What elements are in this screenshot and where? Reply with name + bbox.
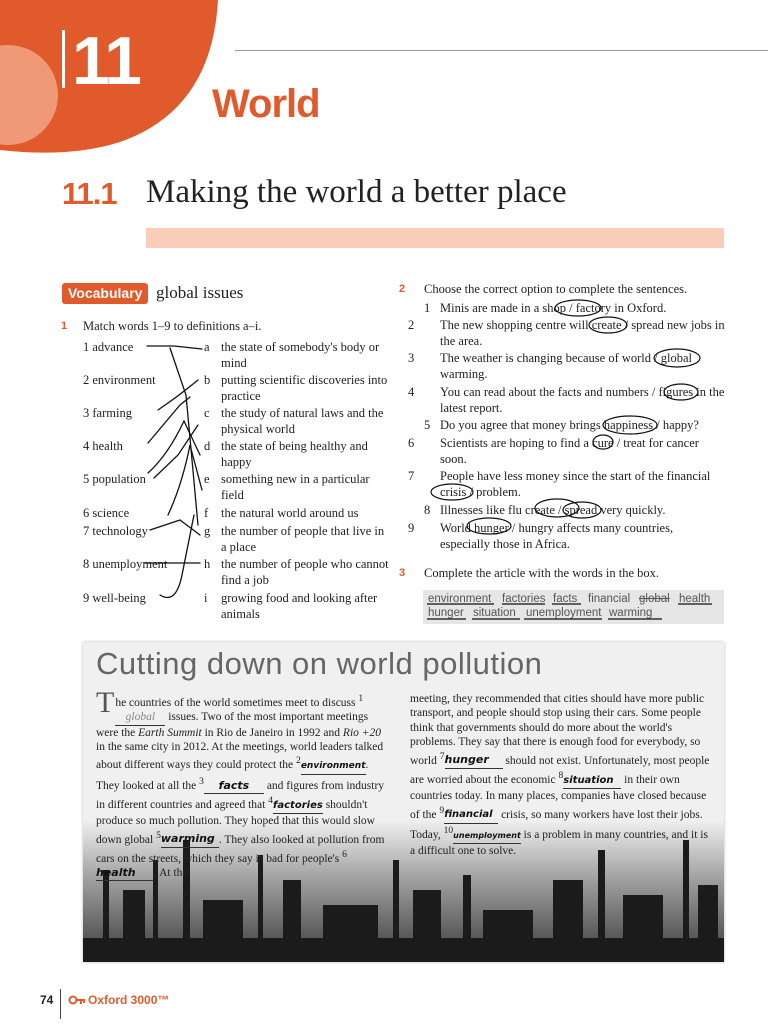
chapter-number-divider: [62, 30, 65, 88]
box-word: unemployment: [526, 607, 602, 619]
exercise-1-instruction: Match words 1–9 to definitions a–i.: [83, 319, 262, 333]
ex2-item-text: Minis are made in a shop / factory in Oxford.: [440, 301, 667, 315]
exercise-1-number: 1: [61, 320, 68, 332]
ex1-letter: b: [204, 373, 211, 387]
blank-number: 3: [199, 775, 204, 787]
ex1-definition: growing food and looking after animals: [221, 591, 378, 621]
ex2-item-text: Scientists are hoping to find a cure / treat for cancer soon.: [440, 436, 699, 466]
blank-number: 4: [268, 794, 274, 806]
ex1-definition: something new in a particular field: [221, 472, 370, 502]
matching-pen-lines: [140, 335, 210, 615]
article-text: in their own countries today. In many places, companies have closed because of the: [410, 773, 707, 821]
article-text: should not exist. Unfortunately, most people are worried about the economic: [410, 754, 710, 786]
box-pen-underlines: [424, 603, 724, 625]
answer-pen-circles-lower: [408, 480, 585, 540]
answer-blank: hunger: [445, 753, 503, 768]
article-drop-cap: T: [96, 686, 115, 719]
article-text: in the same city in 2012. At the meetings, world leaders talked about different ways they could protect the: [96, 741, 384, 772]
box-word: hunger: [428, 607, 464, 619]
footer-divider: [60, 989, 61, 1019]
exercise-3-instruction: Complete the article with the words in the box.: [424, 566, 660, 580]
ex2-item-number: 8: [424, 503, 431, 517]
ex1-word: 1 advance: [83, 340, 134, 354]
ex2-item-number: 6: [408, 436, 415, 450]
ex1-definition: putting scientific discoveries into practice: [221, 373, 388, 403]
box-word: environment: [428, 593, 492, 605]
article-text: in Rio de Janeiro in 1992 and: [204, 726, 341, 739]
ex2-item-text: People have less money since the start of the financial crisis / problem.: [440, 469, 711, 499]
article-text: . They also looked at pollution from cars on the streets, which they say is bad for people's: [96, 833, 385, 865]
box-word: situation: [473, 607, 516, 619]
chapter-title: World: [212, 82, 320, 126]
ex2-item-number: 5: [424, 418, 431, 432]
answer-blank: situation: [563, 774, 621, 789]
answer-blank: financial: [444, 808, 498, 823]
ex1-definition: the state of being healthy and happy: [221, 439, 368, 469]
ex1-letter: c: [204, 406, 210, 420]
oxford-3000-logo: Oxford 3000™: [88, 993, 170, 1007]
blank-number: 2: [296, 755, 301, 767]
vocabulary-badge: Vocabulary: [62, 283, 148, 304]
article-emphasis: Earth Summit: [138, 726, 202, 739]
article-text: . At the: [154, 867, 188, 880]
ex1-letter: a: [204, 340, 210, 354]
blank-number: 8: [558, 769, 564, 781]
ex2-item-text: World hunger / hungry affects many countries, especially those in Africa.: [440, 521, 674, 551]
answer-blank: health: [96, 866, 154, 881]
ex1-letter: e: [204, 472, 210, 486]
ex2-item-number: 1: [424, 301, 431, 315]
article-column-2: [410, 692, 712, 858]
blank-number: 5: [156, 829, 161, 841]
box-word: health: [679, 593, 711, 605]
ex1-word: 9 well-being: [83, 591, 146, 605]
exercise-3-number: 3: [399, 567, 406, 579]
vocabulary-title: global issues: [156, 283, 244, 302]
ex2-item-number: 4: [408, 385, 415, 399]
article-text: meeting, they recommended that cities should have more public transport, and people should stop using their cars. Some people think that governments should do more about the world's problems. They say that there is enough food for everybody, so world: [410, 693, 705, 767]
article-column-1: [96, 686, 392, 881]
ex1-word: 5 population: [83, 472, 146, 486]
section-bar: [146, 228, 724, 248]
blank-number: 6: [342, 848, 347, 860]
ex1-letter: d: [204, 439, 211, 453]
ex1-word: 2 environment: [83, 373, 156, 387]
blank-number: 7: [439, 750, 445, 762]
ex1-definition: the state of somebody's body or mind: [221, 340, 380, 370]
box-word: facts: [553, 593, 578, 605]
box-word: global: [639, 593, 670, 605]
ex2-item-text: You can read about the facts and numbers / figures in the latest report.: [440, 385, 725, 415]
blank-number: 9: [439, 804, 445, 816]
article-text: is a problem in many countries, and it is a difficult one to solve.: [410, 828, 708, 857]
key-icon: [68, 994, 86, 1006]
exercise-2-instruction: Choose the correct option to complete the sentences.: [424, 282, 688, 296]
ex1-letter: i: [204, 591, 208, 605]
page-number: 74: [40, 993, 54, 1007]
ex2-item-number: 2: [408, 318, 415, 332]
ex1-word: 7 technology: [83, 524, 148, 538]
article-emphasis: Rio +20: [342, 726, 382, 739]
ex1-definition: the number of people that live in a place: [221, 524, 385, 554]
box-word: warming: [609, 607, 653, 619]
ex1-word: 6 science: [83, 506, 130, 520]
exercise-2-number: 2: [399, 283, 406, 295]
answer-blank: warming: [161, 832, 219, 847]
article-title: Cutting down on world pollution: [96, 646, 543, 681]
blank-number: 10: [443, 824, 454, 836]
chapter-number: 11: [72, 23, 140, 99]
ex1-letter: h: [204, 557, 211, 571]
answer-blank: environment: [301, 759, 366, 774]
answer-blank: unemployment: [453, 829, 521, 844]
ex2-item-text: The weather is changing because of world / global warming.: [440, 351, 692, 381]
ex1-word: 3 farming: [83, 406, 132, 420]
article-text: and figures from industry in different countries and agreed that: [96, 779, 385, 811]
answer-blank: factories: [273, 799, 323, 814]
ex2-item-text: The new shopping centre will create / spread new jobs in the area.: [440, 318, 725, 348]
blank-number: 1: [358, 693, 364, 704]
ex1-definition: the natural world around us: [221, 506, 359, 520]
ex2-item-number: 3: [408, 351, 415, 365]
ex2-item-number: 7: [408, 469, 415, 483]
ex2-item-number: 9: [408, 521, 415, 535]
article-text: crisis, so many workers have lost their jobs. Today,: [410, 808, 703, 841]
article-text: . They looked at all the: [96, 759, 369, 792]
article-text: shouldn't produce so much pollution. They hoped that this would slow down global: [96, 798, 375, 846]
ex1-word: 4 health: [83, 439, 123, 453]
ex1-word: 8 unemployment: [83, 557, 168, 571]
ex2-item-text: Do you agree that money brings happiness / happy?: [440, 418, 699, 432]
ex1-letter: g: [204, 524, 211, 538]
ex1-definition: the study of natural laws and the physical world: [221, 406, 384, 436]
article-text: he countries of the world sometimes meet to discuss: [115, 696, 356, 709]
header-rule: [235, 50, 768, 51]
section-title: Making the world a better place: [146, 174, 567, 210]
article-text: issues. Two of the most important meetings were the: [96, 711, 369, 739]
answer-blank: facts: [204, 779, 264, 794]
answer-blank: global: [115, 710, 165, 725]
ex2-item-text: Illnesses like flu create / spread very quickly.: [440, 503, 666, 517]
ex1-definition: the number of people who cannot find a job: [221, 557, 389, 587]
ex1-letter: f: [204, 506, 209, 520]
box-word: financial: [588, 593, 631, 605]
section-number: 11.1: [62, 176, 117, 211]
box-word: factories: [502, 593, 546, 605]
